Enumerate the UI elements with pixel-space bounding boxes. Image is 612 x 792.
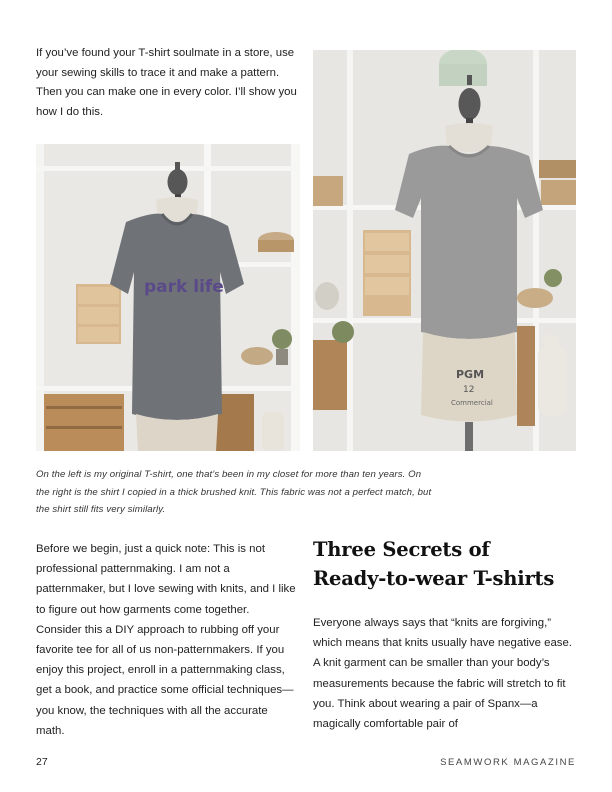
form-model-text: Commercial [451,399,493,407]
intro-paragraph: If you’ve found your T-shirt soulmate in a store, use your sewing skills to trace it and make a pattern. Then you can make one in every color. I’ll show you how I do this. [36,47,297,118]
section-heading [313,535,583,593]
right-column-text: Everyone always says that “knits are forgiving,” which means that knits usually have negative ease. A knit garment can be smaller than your body’s measurements because the fabric will stretch to fit you. Think about wearing a pair of Spanx—a magically comfortable pair of [313,617,572,731]
section-heading-line-2: Ready-to-wear T-shirts [313,567,555,590]
section-heading-line-1: Three Secrets of [313,538,490,561]
photo-copied-tshirt [313,50,576,451]
form-brand-text: PGM [456,368,485,381]
shirt-print-text: park life [144,277,224,297]
left-column-text: Before we begin, just a quick note: This is not professional patternmaking. I am not a patternmaker, but I love sewing with knits, and I like to figure out how garments come together. Consider this a DIY approach to rubbing off your favorite tee for all of us non-patternmakers. If you enjoy this project, enroll in a patternmaking class, get a book, and practice some official techniques—you know, the techniques with all the accurate math. [36,543,296,737]
photo-caption: On the left is my original T-shirt, one that’s been in my closet for more than ten years. On the right is the shirt I copied in a thick brushed knit. This fabric was not a perfect match, but the shirt still fits very similarly. [36,469,432,515]
photo-original-tshirt [36,144,300,451]
magazine-name: SEAMWORK MAGAZINE [440,757,576,768]
page-number: 27 [36,756,48,768]
form-size-text: 12 [463,385,475,395]
